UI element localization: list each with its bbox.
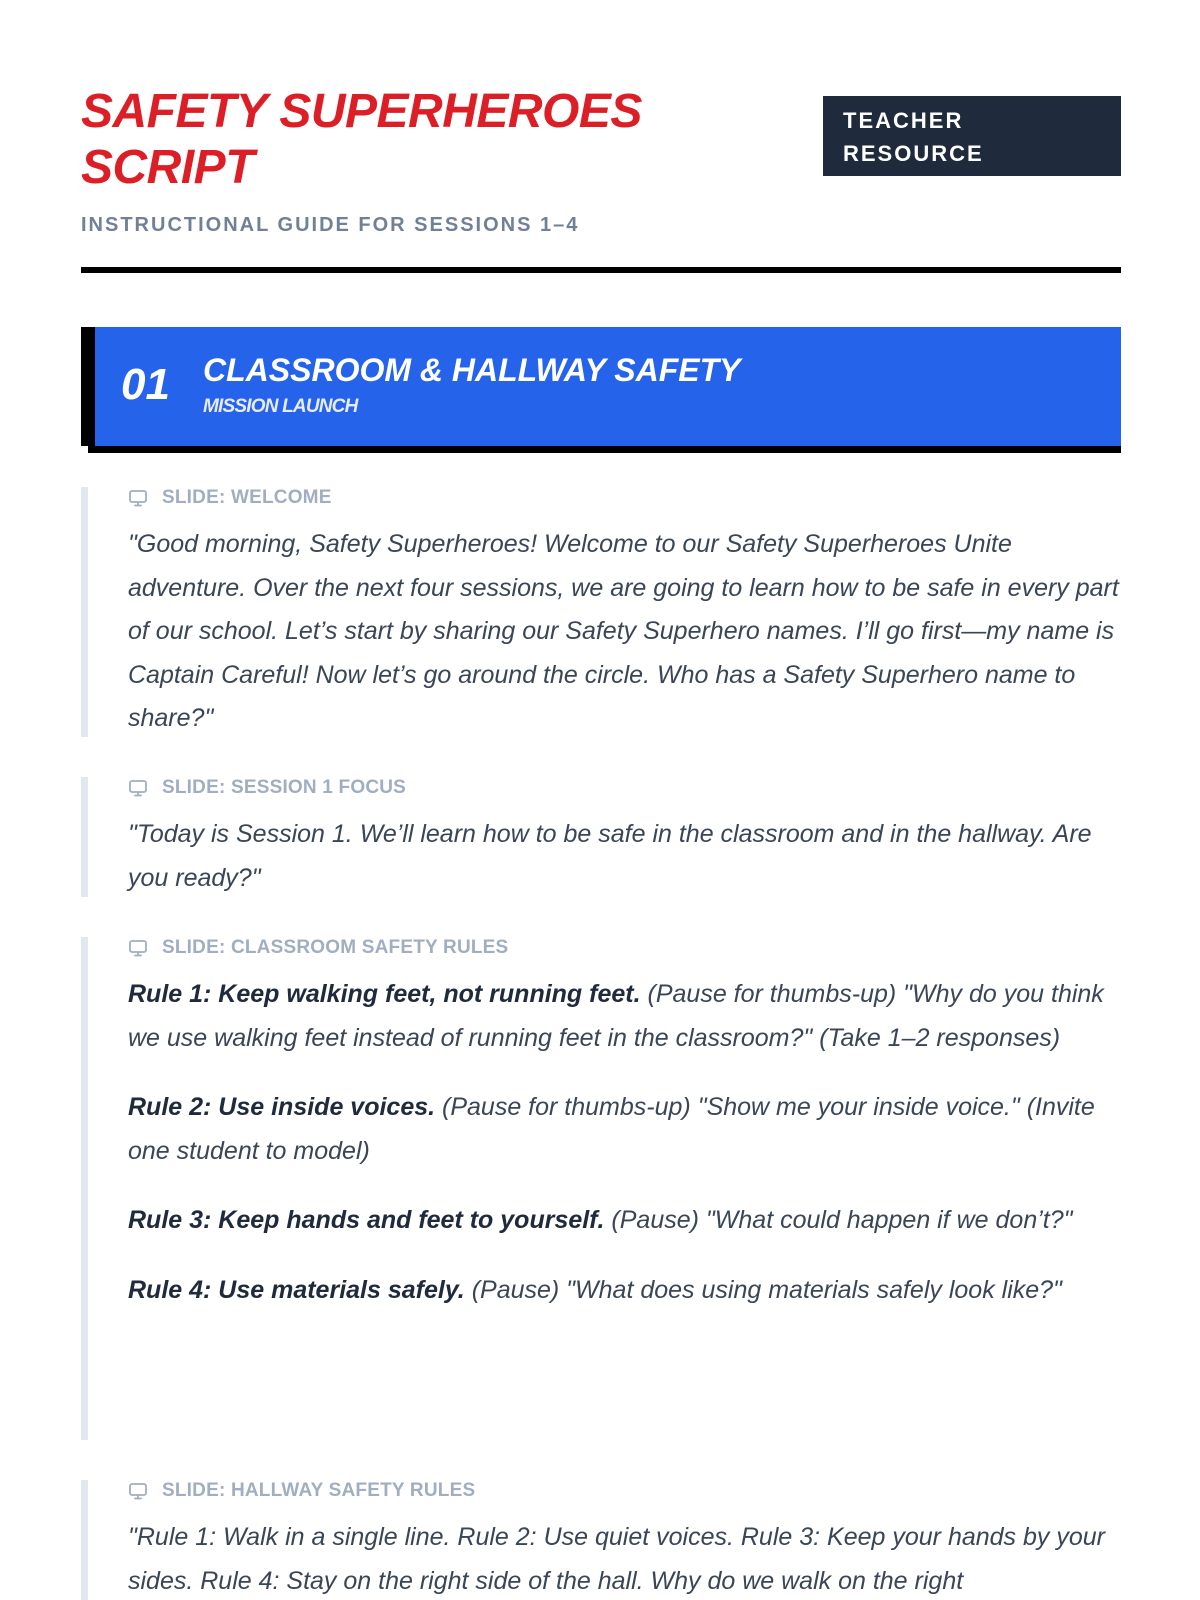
rule-lead: Rule 4: Use materials safely. (128, 1275, 465, 1304)
slide-label (128, 775, 1121, 801)
rule-lead: Rule 1: Keep walking feet, not running feet. (128, 980, 641, 1008)
slide-session-1-focus (81, 777, 1121, 897)
monitor-icon (128, 1481, 148, 1501)
rule-text: (Pause) "What does using materials safely look like?" (464, 1275, 1062, 1304)
section-banner (81, 327, 1121, 446)
rule-item (128, 973, 1121, 1060)
document-title: SAFETY SUPERHEROES SCRIPT (81, 85, 642, 194)
rule-item (128, 1199, 1121, 1243)
slide-script-text: "Good morning, Safety Superheroes! Welcome to our Safety Superheroes Unite adventure. Over the next four sessions, we are going to learn how to be safe in every part of our school. Let’s start by sharing our Safety Superhero names. I’ll go first—my name is Captain Careful! Now let’s go around the circle. Who has a Safety Superhero name to share?" (128, 530, 1119, 732)
slide-label (128, 485, 1121, 511)
section-number: 01 (121, 360, 170, 409)
document-subtitle: INSTRUCTIONAL GUIDE FOR SESSIONS 1–4 (81, 214, 580, 236)
teacher-resource-badge: TEACHER RESOURCE (823, 96, 1121, 176)
slide-label-text: SLIDE: CLASSROOM SAFETY RULES (162, 937, 509, 958)
rules-list (128, 973, 1121, 1312)
rule-lead: Rule 3: Keep hands and feet to yourself. (128, 1206, 605, 1234)
rule-item (128, 1269, 1121, 1313)
slide-label-text: SLIDE: HALLWAY SAFETY RULES (162, 1480, 476, 1501)
slide-label-text: SLIDE: WELCOME (162, 487, 332, 508)
slide-script-text: "Today is Session 1. We’ll learn how to be safe in the classroom and in the hallway. Are you ready?" (128, 820, 1092, 892)
section-subtitle: MISSION LAUNCH (203, 396, 358, 417)
slide-script-text: "Rule 1: Walk in a single line. Rule 2: Use quiet voices. Rule 3: Keep your hands by your sides. Rule 4: Stay on the right side of the hall. Why do we walk on the right (128, 1523, 1105, 1595)
document-page (81, 0, 1121, 1600)
slide-label (128, 1478, 1121, 1504)
slide-label-text: SLIDE: SESSION 1 FOCUS (162, 777, 407, 798)
slide-label (128, 935, 1121, 961)
slide-welcome (81, 487, 1121, 737)
rule-item (128, 1086, 1121, 1173)
rule-lead: Rule 2: Use inside voices. (128, 1093, 436, 1121)
rule-text: (Pause for thumbs-up) "Why do you think we use walking feet instead of running feet in the classroom?" (Take 1–2 responses) (128, 980, 1104, 1052)
rule-text: (Pause for thumbs-up) "Show me your inside voice." (Invite one student to model) (128, 1093, 1095, 1165)
slide-classroom-safety-rules (81, 937, 1121, 1440)
section-title: CLASSROOM & HALLWAY SAFETY (203, 352, 741, 388)
monitor-icon (128, 778, 148, 798)
monitor-icon (128, 488, 148, 508)
monitor-icon (128, 938, 148, 958)
slide-hallway-safety-rules (81, 1480, 1121, 1600)
header-divider (81, 267, 1121, 273)
rule-text: (Pause) "What could happen if we don’t?" (604, 1206, 1073, 1234)
